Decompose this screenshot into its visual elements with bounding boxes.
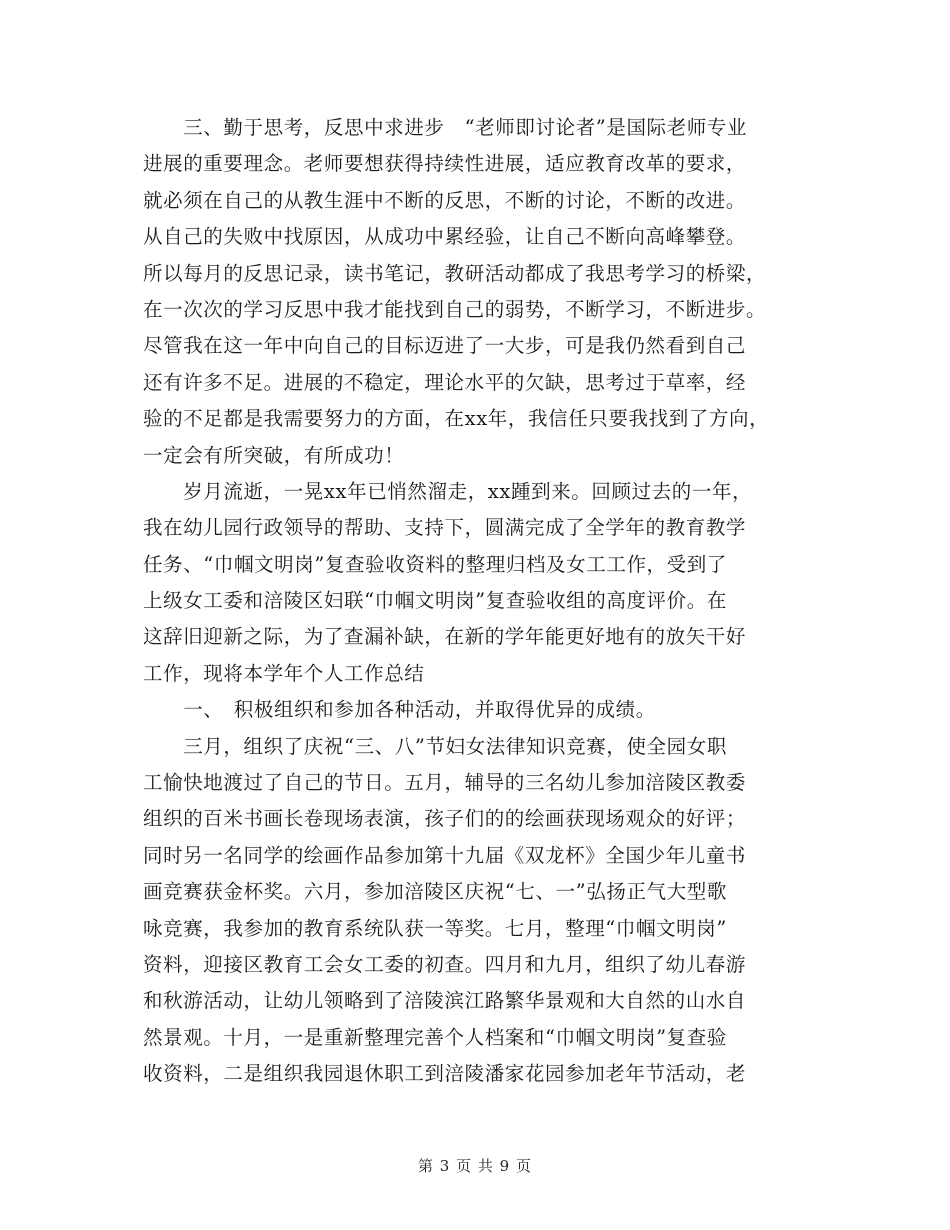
text-line: 岁月流逝，一晃xx年已悄然溜走，xx踵到来。回顾过去的一年， <box>143 479 753 503</box>
text-line: 和秋游活动，让幼儿领略到了涪陵滨江路繁华景观和大自然的山水自 <box>143 989 747 1013</box>
text-line: 咏竞赛，我参加的教育系统队获一等奖。七月，整理“巾帼文明岗” <box>143 916 727 940</box>
text-line: 尽管我在这一年中向自己的目标迈进了一大步，可是我仍然看到自己 <box>143 334 747 358</box>
text-line: 工愉快地渡过了自己的节日。五月，辅导的三名幼儿参加涪陵区教委 <box>143 771 747 795</box>
text-line: 这辞旧迎新之际，为了查漏补缺，在新的学年能更好地有的放矢干好 <box>143 625 747 649</box>
text-line: 上级女工委和涪陵区妇联“巾帼文明岗”复查验收组的高度评价。在 <box>143 589 727 613</box>
text-line: 同时另一名同学的绘画作品参加第十九届《双龙杯》全国少年儿童书 <box>143 843 747 867</box>
text-line: 一、 积极组织和参加各种活动，并取得优异的成绩。 <box>143 698 656 722</box>
text-line: 资料，迎接区教育工会女工委的初查。四月和九月，组织了幼儿春游 <box>143 952 747 976</box>
text-line: 从自己的失败中找原因，从成功中累经验，让自己不断向高峰攀登。 <box>143 225 747 249</box>
text-line: 一定会有所突破，有所成功！ <box>143 443 405 467</box>
text-line: 画竞赛获金杯奖。六月，参加涪陵区庆祝“七、一”弘扬正气大型歌 <box>143 880 727 904</box>
text-line: 所以每月的反思记录，读书笔记，教研活动都成了我思考学习的桥梁， <box>143 261 767 285</box>
text-line: 还有许多不足。进展的不稳定，理论水平的欠缺，思考过于草率，经 <box>143 370 747 394</box>
text-line: 验的不足都是我需要努力的方面，在xx年，我信任只要我找到了方向， <box>143 407 770 431</box>
text-line: 在一次次的学习反思中我才能找到自己的弱势，不断学习，不断进步。 <box>143 297 767 321</box>
text-line: 就必须在自己的从教生涯中不断的反思，不断的讨论，不断的改进。 <box>143 188 747 212</box>
document-body <box>143 110 823 1093</box>
text-line: 我在幼儿园行政领导的帮助、支持下，圆满完成了全学年的教育教学 <box>143 516 747 540</box>
text-line: 工作，现将本学年个人工作总结 <box>143 661 425 685</box>
text-line: 任务、“巾帼文明岗”复查验收资料的整理归档及女工工作，受到了 <box>143 552 727 576</box>
text-line: 三、勤于思考，反思中求进步 “老师即讨论者”是国际老师专业 <box>143 116 748 139</box>
text-line: 收资料，二是组织我园退休职工到涪陵潘家花园参加老年节活动，老 <box>143 1062 747 1086</box>
text-line: 进展的重要理念。老师要想获得持续性进展，适应教育改革的要求， <box>143 152 747 176</box>
text-line: 三月，组织了庆祝“三、八”节妇女法律知识竞赛，使全园女职 <box>143 734 727 758</box>
page-footer: 第 3 页 共 9 页 <box>418 1157 532 1175</box>
text-line: 然景观。十月，一是重新整理完善个人档案和“巾帼文明岗”复查验 <box>143 1025 727 1049</box>
text-line: 组织的百米书画长卷现场表演，孩子们的的绘画获现场观众的好评； <box>143 807 747 831</box>
